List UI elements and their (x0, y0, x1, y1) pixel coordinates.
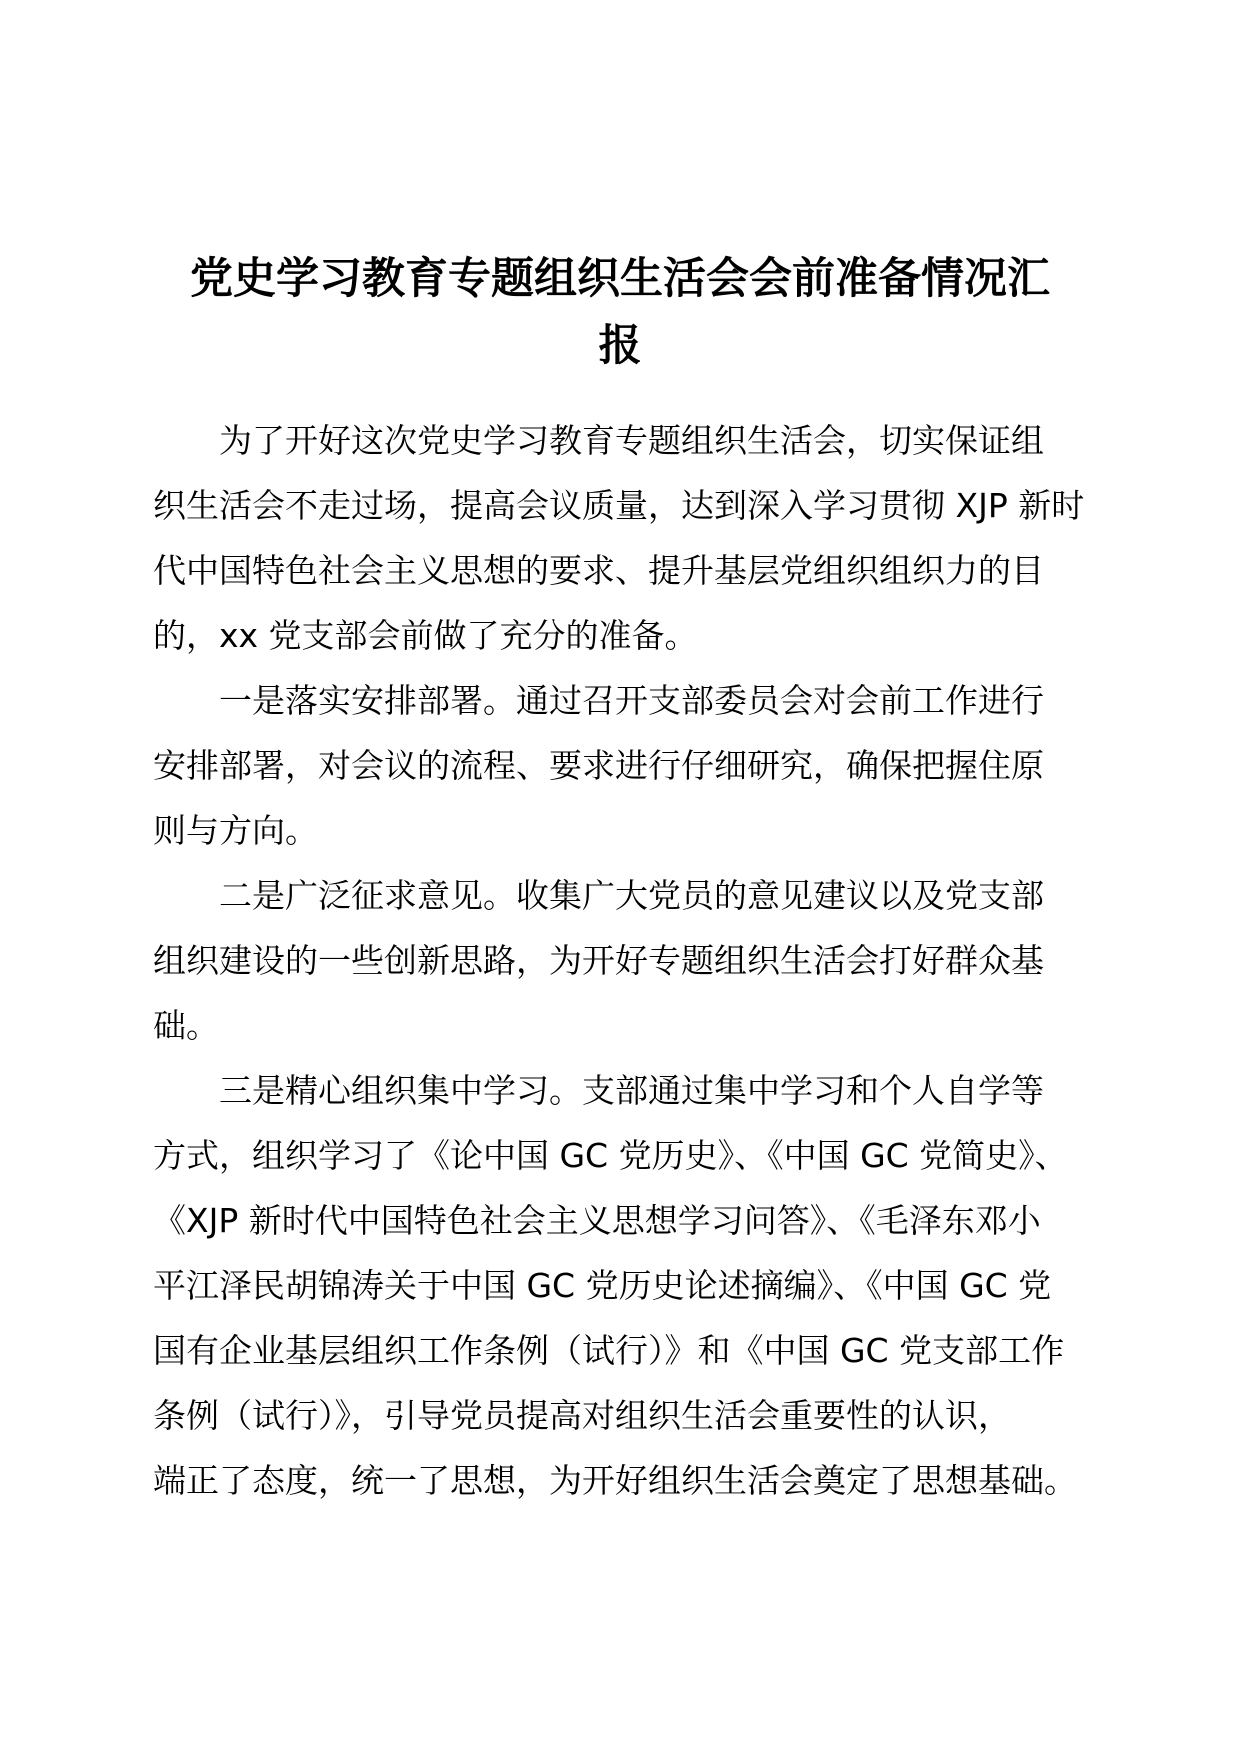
text-line: 织生活会不走过场，提高会议质量，达到深入学习贯彻 XJP 新时 (153, 486, 1085, 525)
title-line: 报 (598, 321, 642, 371)
paragraph-opinions (153, 863, 1093, 1058)
text-line: 础。 (153, 1006, 219, 1045)
document-body (153, 408, 1093, 1513)
text-line: 二是广泛征求意见。收集广大党员的意见建议以及党支部 (219, 876, 1044, 915)
text-line: 端正了态度，统一了思想，为开好组织生活会奠定了思想基础。 (153, 1461, 1077, 1500)
text-line: 《XJP 新时代中国特色社会主义思想学习问答》、《毛泽东邓小 (153, 1201, 1041, 1240)
text-line: 三是精心组织集中学习。支部通过集中学习和个人自学等 (219, 1071, 1044, 1110)
document-title (150, 246, 1090, 380)
paragraph-deployment (153, 668, 1093, 863)
text-line: 国有企业基层组织工作条例（试行）》和《中国 GC 党支部工作 (153, 1331, 1065, 1370)
paragraph-intro (153, 408, 1093, 668)
title-line: 党史学习教育专题组织生活会会前准备情况汇 (190, 254, 1050, 304)
text-line: 平江泽民胡锦涛关于中国 GC 党历史论述摘编》、《中国 GC 党 (153, 1266, 1052, 1305)
text-line: 代中国特色社会主义思想的要求、提升基层党组织组织力的目 (153, 551, 1044, 590)
text-line: 组织建设的一些创新思路，为开好专题组织生活会打好群众基 (153, 941, 1044, 980)
text-line: 一是落实安排部署。通过召开支部委员会对会前工作进行 (219, 681, 1044, 720)
text-line: 则与方向。 (153, 811, 318, 850)
text-line: 安排部署，对会议的流程、要求进行仔细研究，确保把握住原 (153, 746, 1044, 785)
paragraph-study (153, 1058, 1093, 1513)
text-line: 方式，组织学习了《论中国 GC 党历史》、《中国 GC 党简史》、 (153, 1136, 1068, 1175)
text-line: 的，xx 党支部会前做了充分的准备。 (153, 616, 698, 655)
text-line: 为了开好这次党史学习教育专题组织生活会，切实保证组 (219, 421, 1044, 460)
text-line: 条例（试行）》，引导党员提高对组织生活会重要性的认识， (153, 1396, 1011, 1435)
